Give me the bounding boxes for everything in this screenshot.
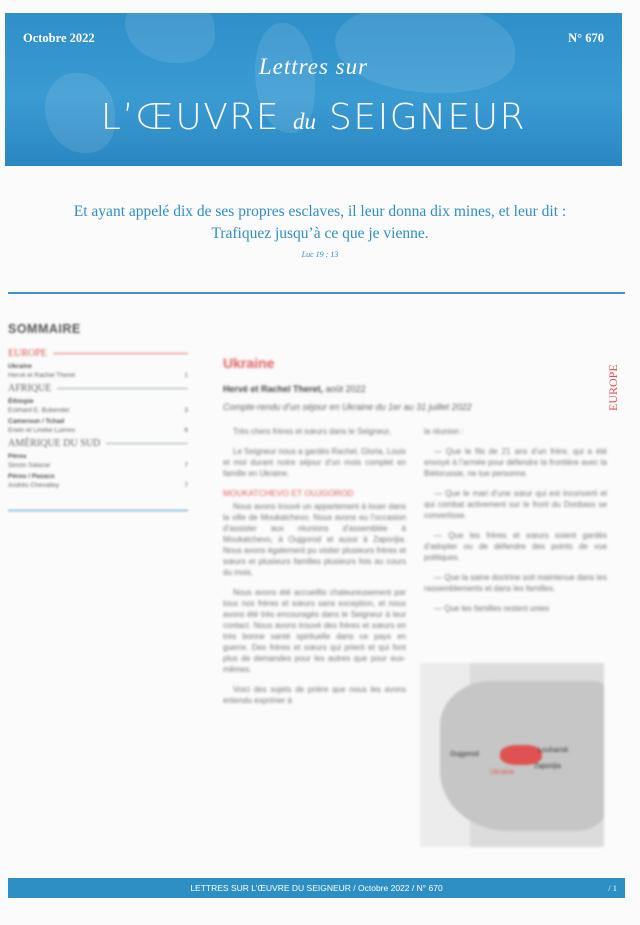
title-left: L’ŒUVRE — [100, 97, 281, 138]
toc-entry-place: Cameroun / Tchad — [8, 418, 65, 425]
masthead-title — [5, 97, 622, 138]
toc-section-line — [106, 443, 188, 444]
table-of-contents — [8, 322, 188, 511]
toc-entry-author-row[interactable] — [8, 372, 188, 381]
section-heading: MOUKATCHEVO ET OUJGOROD — [223, 488, 354, 498]
toc-entry-author-row[interactable] — [8, 407, 188, 416]
toc-entry-place: Ukraine — [8, 363, 32, 370]
toc-section-label: AMÉRIQUE DU SUD — [8, 438, 101, 449]
toc-entry-author: Andrés Chevalley — [8, 481, 59, 489]
title-right: SEIGNEUR — [329, 97, 527, 138]
map-label: Zaporijia — [534, 763, 561, 770]
toc-entry[interactable] — [8, 473, 188, 482]
toc-entry-place: Pérou — [8, 453, 27, 460]
issue-date: Octobre 2022 — [23, 31, 95, 45]
region-side-label: EUROPE — [606, 364, 620, 412]
toc-entry[interactable] — [8, 398, 188, 407]
toc-entry-page: 1 — [184, 371, 188, 379]
toc-section-label: AFRIQUE — [8, 383, 52, 394]
verse-line-2: Trafiquez jusqu’à ce que je vienne. — [211, 225, 429, 242]
map-ukraine-highlight — [500, 745, 542, 765]
toc-section-line — [57, 388, 188, 389]
toc-entry-place: Éthiopie — [8, 398, 34, 405]
paragraph: la réunion : — [424, 427, 464, 436]
toc-entry[interactable] — [8, 363, 188, 372]
toc-divider — [8, 510, 188, 511]
toc-entry-author-row[interactable] — [8, 427, 188, 436]
ukraine-map — [420, 663, 604, 847]
paragraph: Le Seigneur nous a gardés Rachel, Gloria, Louis et moi durant notre séjour d’un mois complet en famille en Ukraine. — [223, 447, 406, 478]
paragraph: — Que les familles restent unies — [434, 604, 550, 613]
bible-verse — [20, 201, 620, 245]
divider — [8, 292, 625, 294]
paragraph: Nous avons trouvé un appartement à louer dans la ville de Moukatchevo. Nous avons eu l’occasion d’assister aux réunions d’assemblée à Moukatchevo, à Oujgorod et aussi à Zaporijia. Nous avons également pu visiter plusieurs frères et sœurs et plusieurs familles plusieurs fois au cours du mois. — [223, 502, 406, 577]
verse-line-1: Et ayant appelé dix de ses propres esclaves, il leur donna dix mines, et leur dit : — [73, 203, 567, 220]
toc-entry-page: 6 — [184, 426, 188, 434]
article — [223, 355, 607, 715]
article-subtitle: Compte-rendu d’un séjour en Ukraine du 1er au 31 juillet 2022 — [223, 402, 472, 412]
paragraph: Voici des sujets de prière que nous les avons entendu exprimer à — [223, 685, 406, 705]
article-author: Hervé et Rachel Theret, — [223, 384, 324, 394]
toc-entry[interactable] — [8, 453, 188, 462]
toc-section-afrique — [8, 383, 188, 394]
paragraph: — Que le mari d’une sœur qui est inconverti et qui combat activement sur le front du Donbass se convertisse. — [424, 489, 607, 520]
toc-entry-author: Erwin et Lineke Luimes — [8, 426, 76, 434]
paragraph: — Que les frères et sœurs soient gardés d’adopter ou de défendre des points de vue politiques. — [424, 531, 607, 562]
paragraph: — Que la saine doctrine soit maintenue dans les rassemblements et dans les familles. — [424, 573, 607, 593]
verse-reference: Luc 19 : 13 — [301, 250, 339, 259]
toc-section-amerique — [8, 438, 188, 449]
map-label: Oujgorod — [450, 751, 479, 758]
map-label: Ukraine — [490, 769, 515, 776]
article-column-1 — [223, 426, 406, 715]
article-title: Ukraine — [223, 355, 275, 371]
toc-entry-place: Pérou / Pasaco — [8, 473, 55, 480]
toc-section-label: EUROPE — [8, 348, 47, 359]
masthead-subtitle: Lettres sur — [258, 54, 369, 79]
toc-entry-author: Simón Salazar — [8, 461, 51, 469]
issue-number: N° 670 — [568, 31, 604, 45]
toc-entry[interactable] — [8, 418, 188, 427]
page-footer — [8, 878, 625, 898]
toc-entry-author-row[interactable] — [8, 462, 188, 471]
map-label: Louhansk — [538, 747, 569, 754]
toc-section-europe — [8, 348, 188, 359]
paragraph: — Que le fils de 21 ans d’un frère, qui a été envoyé à l’armée pour défendre la frontière avec la Biélorussie, ne tue personne. — [424, 447, 607, 478]
paragraph: Très chers frères et sœurs dans le Seigneur, — [233, 427, 391, 436]
toc-entry-author: Eckhard E. Bubender — [8, 406, 70, 414]
article-date: août 2022 — [325, 384, 366, 394]
article-byline — [223, 384, 607, 394]
page-number: / 1 — [608, 883, 617, 893]
toc-entry-author-row[interactable] — [8, 482, 188, 491]
toc-title: SOMMAIRE — [8, 322, 81, 336]
toc-section-line — [53, 353, 188, 354]
toc-entry-author: Hervé et Rachel Theret — [8, 371, 76, 379]
footer-text: LETTRES SUR L’ŒUVRE DU SEIGNEUR / Octobre 2022 / N° 670 — [190, 883, 443, 893]
toc-entry-page: 7 — [184, 481, 188, 489]
paragraph: Nous avons été accueillis chaleureusement par tous nos frères et sœurs sans exception, et nous avons été très encouragés dans le Seigneur à leur contact. Nous avons trouvé des frères et sœurs en très bonne santé spirituelle dans ce pays en guerre. Des frères et sœurs qui prient et qui font plus de demandes pour les autres que pour eux-mêmes. — [223, 588, 406, 674]
masthead-banner — [5, 13, 622, 166]
toc-entry-page: 7 — [184, 461, 188, 469]
map-background-shape — [335, 13, 515, 93]
title-mid: du — [293, 109, 317, 134]
toc-entry-page: 3 — [184, 406, 188, 414]
